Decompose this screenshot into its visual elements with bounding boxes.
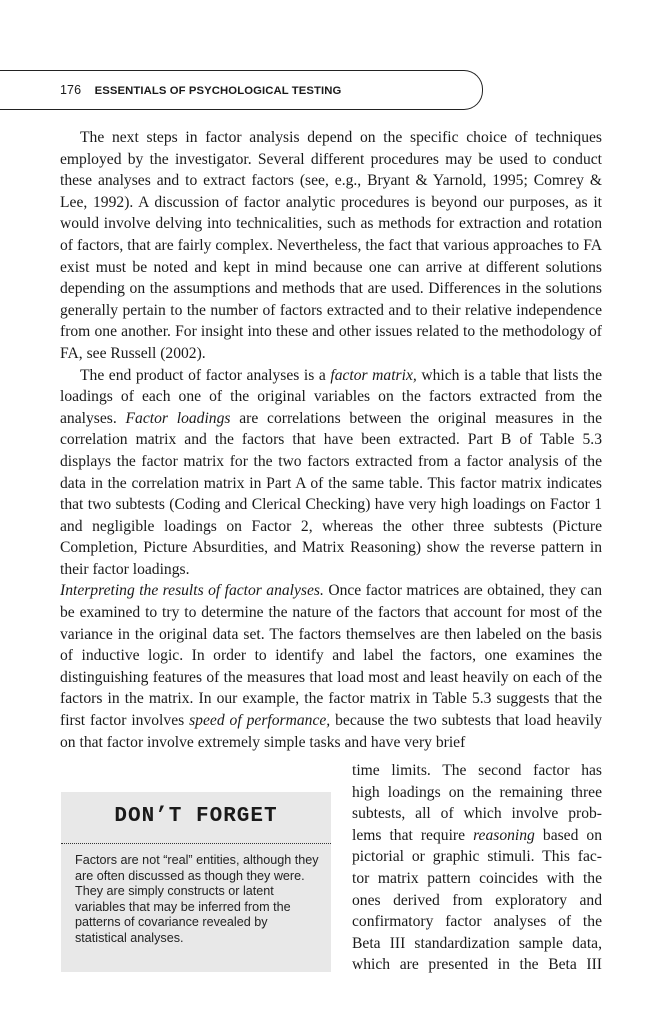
run-in-heading: Interpreting the results of factor analyses.	[60, 582, 324, 600]
dont-forget-sidebar	[61, 792, 331, 972]
text-run: are correlations between the original measures in the correlation matrix and the factors that have been extracted. Part B of Table 5.3 displays the factor matrix for the two factors extracted from a factor analysis of the data in the correlation matrix in Part A of the same table. This factor matrix indicates that two subtests (Coding and Clerical Checking) have very high loadings on Factor 1 and negligible loadings on Factor 2, whereas the other three subtests (Picture Completion, Picture Absurdities, and Matrix Reasoning) show the reverse pattern in their factor loadings.	[60, 409, 602, 578]
text-line: pictorial or graphic stimuli. This fac-	[352, 848, 602, 866]
text-run: The end product of factor analyses is a	[80, 366, 331, 384]
text-line: Beta III standardization sample data,	[352, 934, 602, 952]
text-run: because the two subtests that load heavily on that factor involve extremely simple tasks and have very brief	[60, 712, 602, 751]
text-line: which are presented in the Beta III	[352, 956, 602, 974]
term-speed-of-performance: speed of performance,	[189, 712, 331, 730]
running-title: ESSENTIALS OF PSYCHOLOGICAL TESTING	[94, 85, 342, 97]
text-run: lems that require	[352, 826, 466, 844]
text-line: tor matrix pattern coincides with the	[352, 869, 602, 887]
text-line: ones derived from exploratory and	[352, 891, 602, 909]
paragraph-2	[60, 365, 602, 581]
text-run: based on	[542, 826, 603, 844]
text-line	[352, 825, 602, 847]
sidebar-title: DON’T FORGET	[114, 805, 278, 828]
sidebar-body: Factors are not “real” entities, although they are often discussed as though they were. They are simply constructs or latent variables that may be inferred from the patterns of covariance revealed by statistical analyses.	[75, 853, 319, 945]
main-text	[60, 127, 602, 753]
text-line: subtests, all of which involve prob-	[352, 805, 602, 823]
text-line: high loadings on the remaining three	[352, 783, 602, 801]
paragraph-3	[60, 580, 602, 753]
text-line: confirmatory factor analyses of the	[352, 913, 602, 931]
running-header	[60, 83, 341, 97]
term-factor-matrix: factor matrix,	[330, 366, 417, 384]
page-number: 176	[60, 83, 82, 97]
paragraph-1: The next steps in factor analysis depend on the specific choice of techniques employed by the investigator. Several different procedures may be used to conduct these analyses and to extract factors (see, e.g., Bryant & Yarnold, 1995; Comrey & Lee, 1992). A discussion of factor analytic procedures is beyond our purposes, as it would involve delving into technicalities, such as methods for extraction and rotation of factors, that are fairly complex. Nevertheless, the fact that various approaches to FA exist must be noted and kept in mind because one can arrive at different solutions depending on the assumptions and methods that are used. Differences in the solutions generally pertain to the number of factors extracted and to their relative independence from one another. For insight into these and other issues related to the methodology of FA, see Russell (2002).	[60, 129, 602, 362]
term-reasoning: reasoning	[473, 826, 535, 844]
term-factor-loadings: Factor loadings	[125, 409, 231, 427]
text-run: Once factor matrices are obtained, they can be examined to try to determine the nature of the factors that account for most of the variance in the original data set. The factors themselves are then labeled on the basis of inductive logic. In order to identify and label the factors, one examines the distinguishing features of the measures that load most and least heavily on each of the factors in the matrix. In our example, the factor matrix in Table 5.3 suggests that the first factor involves	[60, 582, 603, 730]
wrapped-text-column	[352, 760, 602, 976]
text-run: which is a table that lists the loadings of each one of the original variables on the factors extracted from the analyses.	[60, 366, 602, 427]
text-line: time limits. The second factor has	[352, 762, 602, 779]
